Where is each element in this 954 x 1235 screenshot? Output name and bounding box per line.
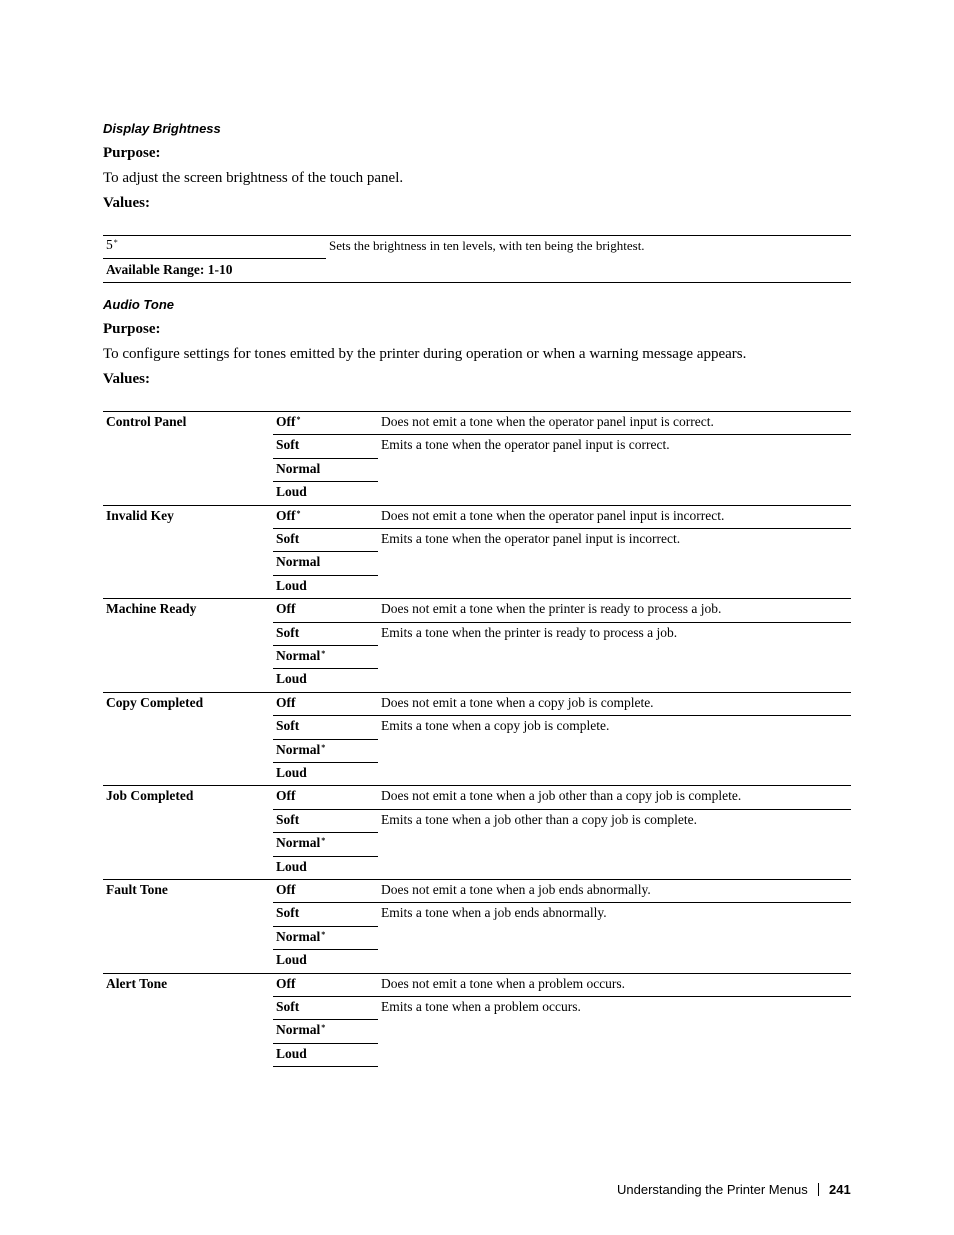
display-brightness-heading: Display Brightness [103,121,221,136]
table-rule [273,996,851,997]
option-value: Loud [276,671,307,687]
table-rule [103,692,851,693]
table-rule [273,762,378,763]
table-rule [273,809,851,810]
setting-name: Copy Completed [106,694,204,710]
option-value: Soft [276,718,300,734]
option-description-on: Emits a tone when the operator panel input is correct. [381,437,670,453]
option-value: Off [276,788,296,804]
option-description-off: Does not emit a tone when a job other than a copy job is complete. [381,788,742,804]
option-value: Normal* [276,741,326,757]
table-rule [273,481,378,482]
option-value: Loud [276,484,307,500]
table-rule [273,926,378,927]
table-rule [103,282,851,283]
table-rule [273,458,378,459]
footer-section-title: Understanding the Printer Menus [617,1182,808,1197]
option-value: Off* [276,507,301,523]
audio-tone-purpose-label: Purpose: [103,321,161,337]
option-value: Soft [276,999,300,1014]
page-number: 241 [829,1182,851,1197]
table-rule [103,785,851,786]
table-rule [273,949,378,950]
option-description-on: Emits a tone when the operator panel input is incorrect. [381,531,681,546]
option-value: Off [276,601,296,617]
table-rule [273,1066,378,1067]
option-description-on: Emits a tone when a job ends abnormally. [381,905,607,921]
option-description-off: Does not emit a tone when a problem occurs. [381,975,626,991]
brightness-description: Sets the brightness in ten levels, with ten being the brightest. [329,238,645,253]
option-value: Loud [276,577,307,593]
setting-name: Machine Ready [106,601,197,617]
default-marker: * [321,929,326,939]
option-description-on: Emits a tone when a problem occurs. [381,999,581,1014]
option-value: Soft [276,811,300,827]
option-value: Soft [276,905,300,921]
audio-tone-purpose-text: To configure settings for tones emitted by the printer during operation or when a warning message appears. [103,346,747,362]
table-rule [273,575,378,576]
default-marker: * [321,649,326,658]
setting-name: Invalid Key [106,507,174,523]
table-rule [103,505,851,506]
display-brightness-purpose-text: To adjust the screen brightness of the touch panel. [103,170,404,186]
option-value: Off [276,694,296,710]
option-value: Soft [276,624,300,640]
default-marker: * [321,1023,326,1033]
option-value: Loud [276,765,307,780]
table-rule [273,832,378,833]
display-brightness-values-label: Values: [103,195,150,211]
option-description-off: Does not emit a tone when a copy job is complete. [381,694,654,710]
table-rule [103,258,326,259]
option-value: Normal [276,460,321,476]
table-rule [103,235,851,236]
option-value: Soft [276,437,300,453]
table-rule [103,598,851,599]
audio-tone-heading: Audio Tone [103,297,175,312]
option-description-on: Emits a tone when a job other than a copy job is complete. [381,811,698,827]
option-value: Loud [276,1045,307,1061]
table-rule [273,434,851,435]
table-rule [273,739,378,740]
brightness-default-value: 5* [106,237,118,252]
option-description-on: Emits a tone when a copy job is complete. [381,718,610,734]
table-rule [273,715,851,716]
brightness-range: Available Range: 1-10 [106,262,233,277]
default-marker: * [296,415,301,424]
table-rule [273,668,378,669]
table-rule [273,1019,378,1020]
default-marker: * [321,742,326,752]
table-rule [273,645,378,646]
default-marker: * [321,836,326,846]
option-value: Loud [276,858,307,874]
table-rule [103,411,851,412]
table-rule [103,879,851,880]
table-rule [273,1043,378,1044]
option-value: Normal [276,554,321,570]
option-value: Normal* [276,648,326,663]
setting-name: Control Panel [106,414,187,429]
option-description-off: Does not emit a tone when the operator panel input is incorrect. [381,507,725,523]
option-value: Off [276,882,296,897]
option-value: Soft [276,531,300,546]
option-value: Normal* [276,1022,326,1038]
setting-name: Job Completed [106,788,194,804]
table-rule [273,528,851,529]
option-description-on: Emits a tone when the printer is ready to process a job. [381,624,678,640]
display-brightness-purpose-label: Purpose: [103,145,161,161]
setting-name: Fault Tone [106,882,168,897]
table-rule [273,622,851,623]
option-description-off: Does not emit a tone when a job ends abnormally. [381,882,651,897]
default-marker: * [113,238,118,247]
option-value: Off* [276,414,301,429]
table-rule [273,551,378,552]
footer-separator [818,1183,819,1196]
option-value: Loud [276,952,307,968]
option-description-off: Does not emit a tone when the operator panel input is correct. [381,414,714,429]
option-description-off: Does not emit a tone when the printer is ready to process a job. [381,601,722,617]
table-rule [273,856,378,857]
table-rule [273,902,851,903]
option-value: Normal* [276,928,326,944]
table-rule [103,973,851,974]
audio-tone-values-label: Values: [103,371,150,387]
option-value: Off [276,975,296,991]
setting-name: Alert Tone [106,975,168,991]
option-value: Normal* [276,835,326,851]
default-marker: * [296,508,301,518]
